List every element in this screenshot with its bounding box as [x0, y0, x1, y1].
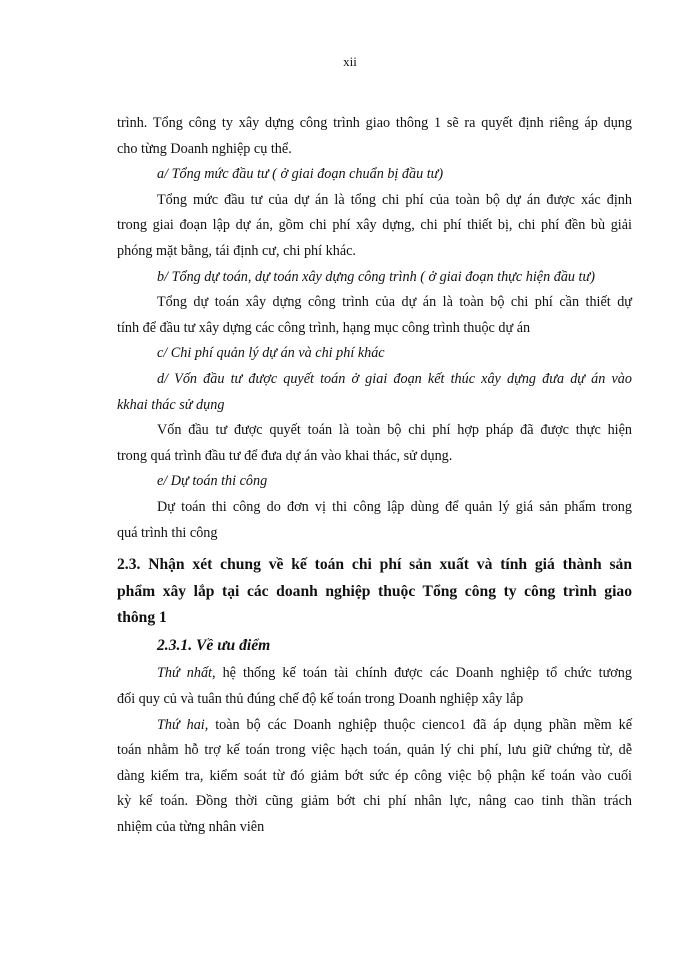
paragraph-line: Tổng mức đầu tư của dự án là tổng chi phí của toàn bộ dự án được xác định	[157, 191, 632, 208]
paragraph-line: toán nhằm hỗ trợ kế toán trong việc hạch toán, quản lý chi phí, lưu giữ chứng từ, dễ	[117, 742, 632, 759]
paragraph-line: tính để đầu tư xây dựng các công trình, hạng mục công trình thuộc dự án	[117, 319, 531, 336]
advantage-second-line	[117, 713, 632, 739]
paragraph-line: quá trình thi công	[117, 524, 218, 541]
paragraph-line: Dự toán thi công do đơn vị thi công lập dùng để quản lý giá sản phẩm trong	[157, 498, 632, 515]
paragraph-line: đối quy củ và tuân thủ đúng chế độ kế toán trong Doanh nghiệp xây lắp	[117, 690, 524, 707]
page-content	[117, 111, 632, 840]
section-heading-continued: phẩm xây lắp tại các doanh nghiệp thuộc Tổng công ty công trình giao	[117, 582, 632, 600]
paragraph-line: dàng kiểm tra, kiểm soát từ đó giảm bớt sức ép công việc bộ phận kế toán vào cuối	[117, 767, 632, 784]
paragraph-line: trình. Tổng công ty xây dựng công trình giao thông 1 sẽ ra quyết định riêng áp dụng	[117, 115, 632, 131]
advantage-second-lead: Thứ hai,	[157, 716, 209, 733]
paragraph-line: phóng mặt bằng, tái định cư, chi phí khác.	[117, 242, 356, 259]
advantage-first-line	[117, 661, 632, 687]
paragraph-line: trong giai đoạn lập dự án, gồm chi phí xây dựng, chi phí thiết bị, chi phí đền bù giải	[117, 217, 632, 234]
paragraph-line: Vốn đầu tư được quyết toán là toàn bộ chi phí hợp pháp đã được thực hiện	[157, 422, 632, 439]
item-c-heading: c/ Chi phí quản lý dự án và chi phí khác	[157, 345, 385, 362]
paragraph-line: cho từng Doanh nghiệp cụ thể.	[117, 140, 292, 157]
advantage-first-lead: Thứ nhất,	[157, 665, 216, 682]
advantage-first-text: hệ thống kế toán tài chính được các Doanh nghiệp tổ chức tương	[215, 665, 632, 682]
advantage-second-text: toàn bộ các Doanh nghiệp thuộc cienco1 đã áp dụng phần mềm kế	[208, 716, 632, 733]
item-e-heading: e/ Dự toán thi công	[157, 473, 268, 490]
paragraph-line: kỳ kế toán. Đồng thời cũng giảm bớt chi phí nhân lực, nâng cao tinh thần trách	[117, 793, 632, 810]
item-d-heading: d/ Vốn đầu tư được quyết toán ở giai đoạn kết thúc xây dựng đưa dự án vào	[157, 370, 632, 387]
page-number: xii	[343, 54, 357, 69]
section-heading-continued: thông 1	[117, 608, 167, 626]
item-d-heading-continued: kkhai thác sử dụng	[117, 396, 225, 413]
paragraph-line: nhiệm của từng nhân viên	[117, 818, 265, 835]
section-heading: 2.3. Nhận xét chung về kế toán chi phí sản xuất và tính giá thành sản	[117, 556, 632, 574]
item-a-heading: a/ Tổng mức đầu tư ( ở giai đoạn chuẩn bị đầu tư)	[157, 166, 444, 183]
paragraph-line: Tổng dự toán xây dựng công trình của dự án là toàn bộ chi phí cần thiết dự	[157, 294, 632, 311]
paragraph-line: trong quá trình đầu tư để đưa dự án vào khai thác, sử dụng.	[117, 447, 453, 464]
item-b-heading: b/ Tổng dự toán, dự toán xây dựng công trình ( ở giai đoạn thực hiện đầu tư)	[157, 268, 595, 285]
subsection-heading: 2.3.1. Về ưu điểm	[157, 637, 271, 655]
